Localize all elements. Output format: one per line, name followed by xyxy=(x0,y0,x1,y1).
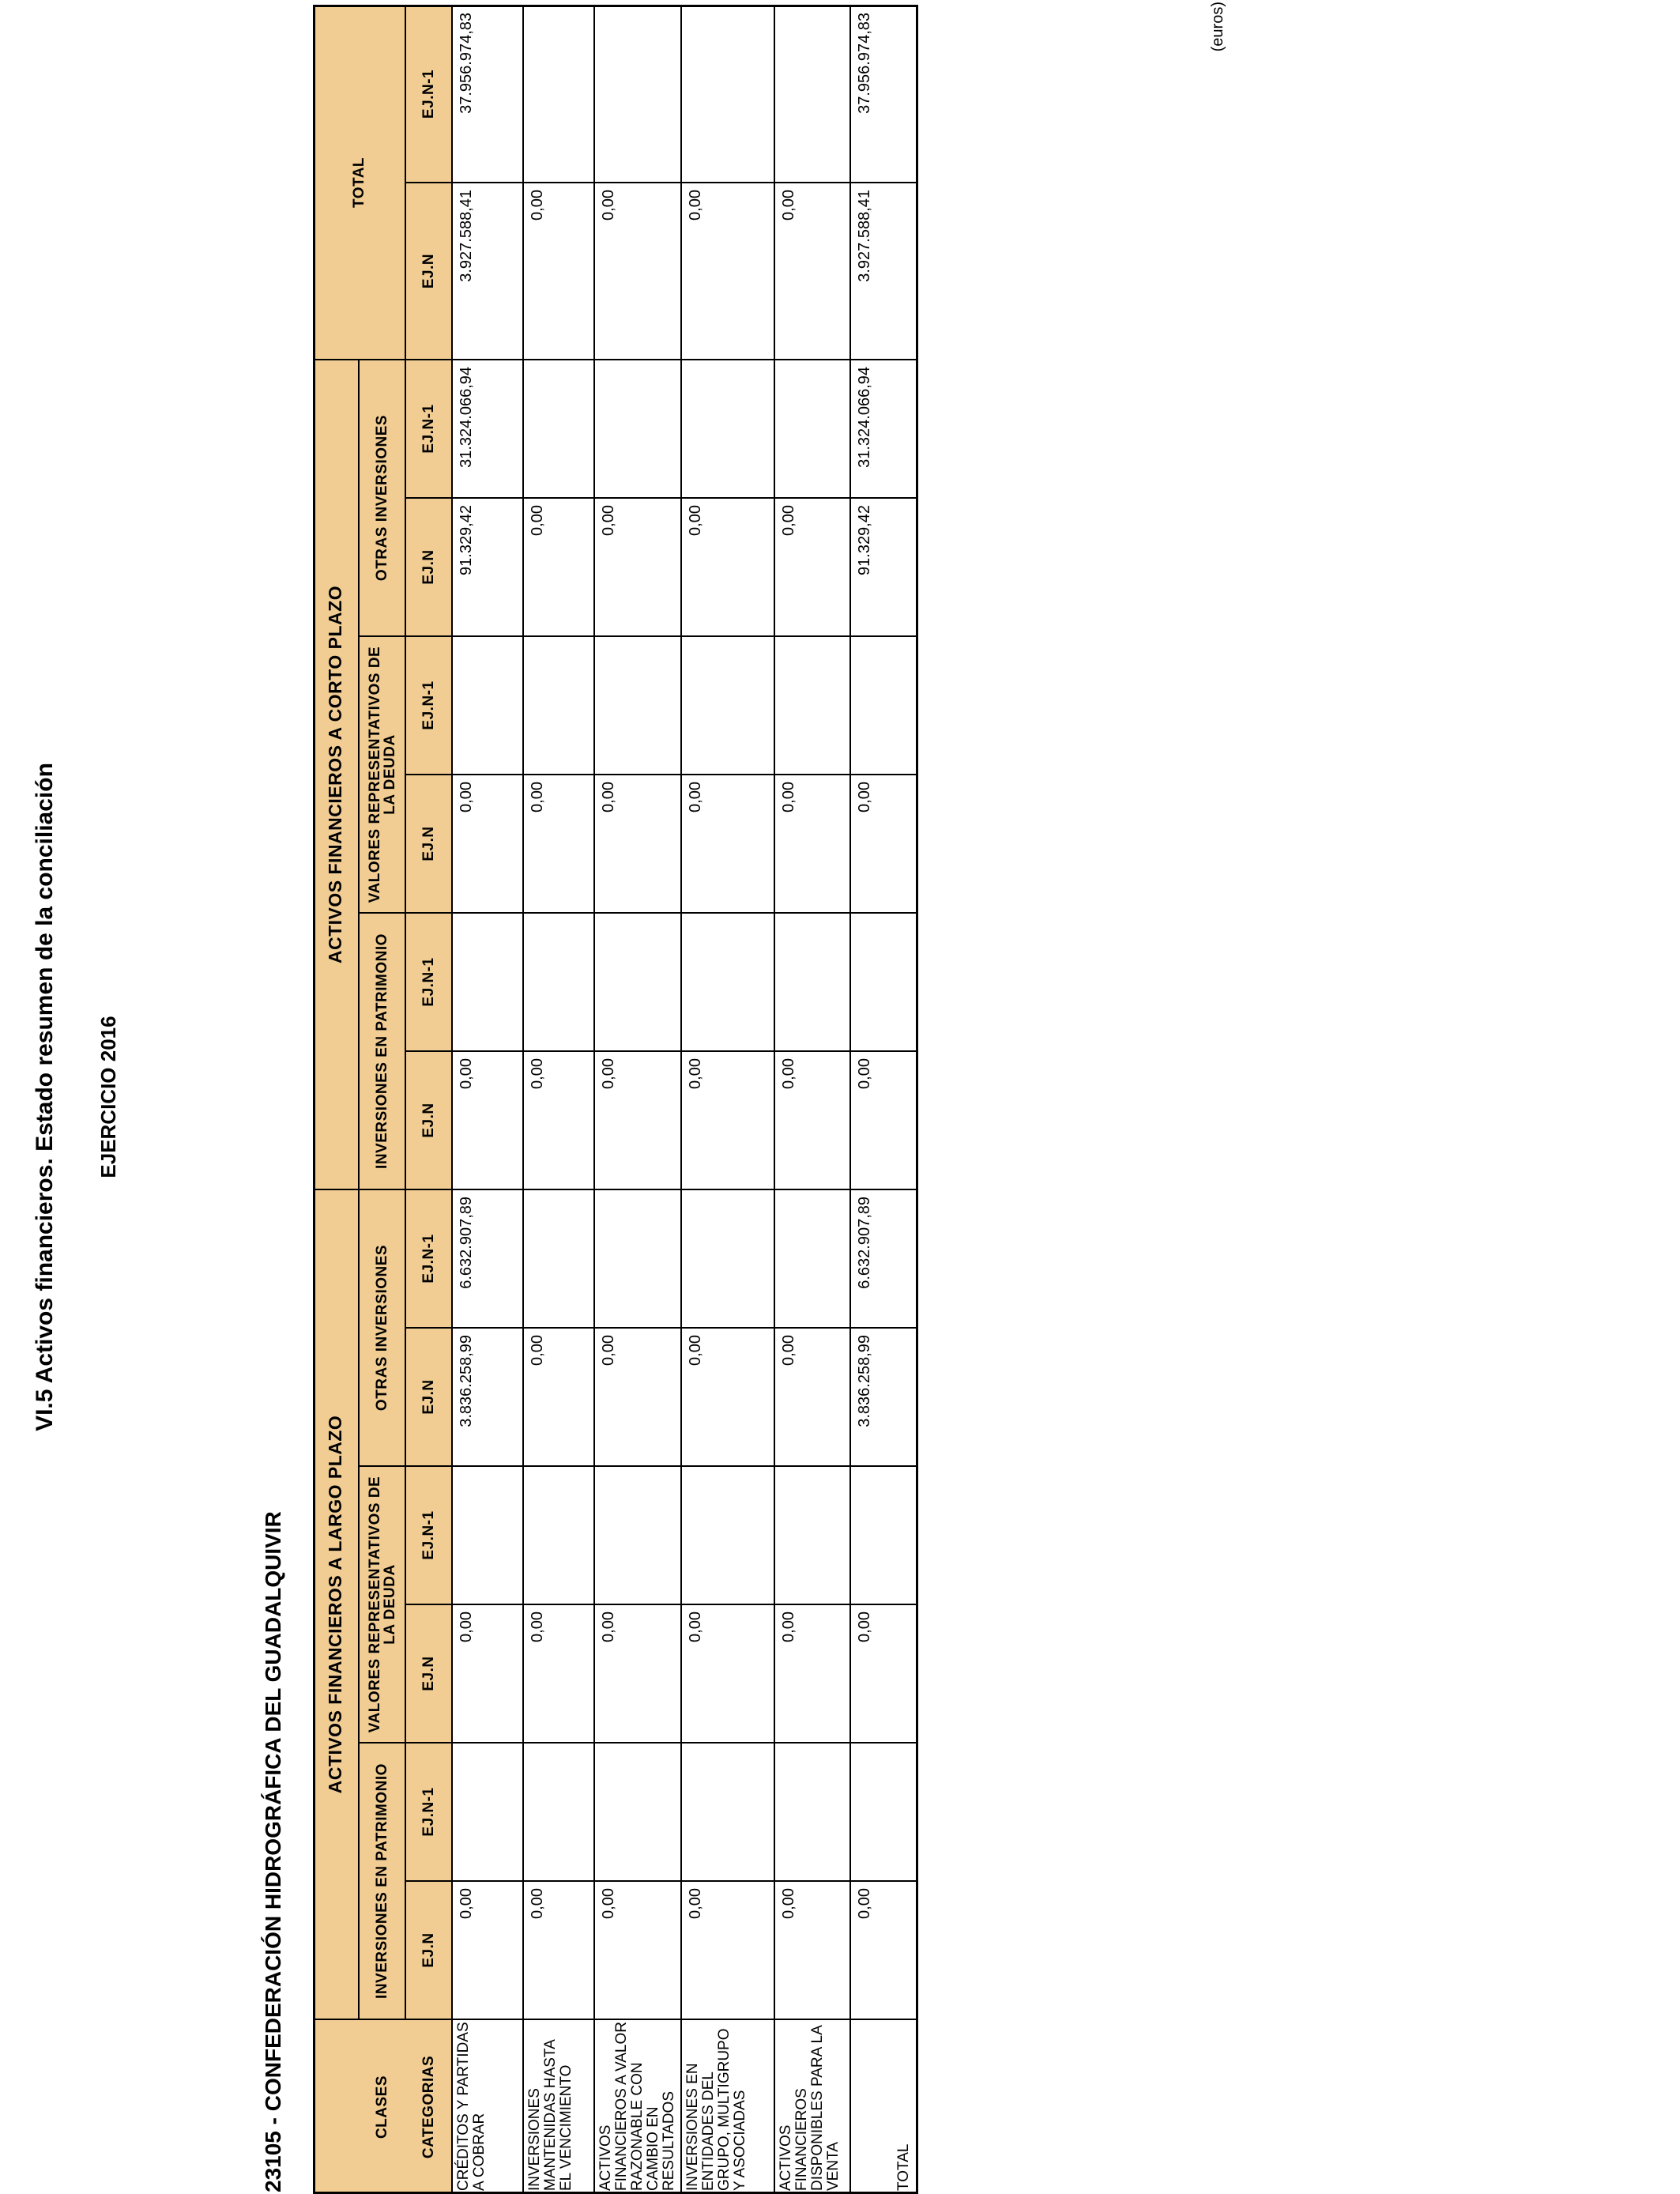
header-lp-inv-patrimonio: INVERSIONES EN PATRIMONIO xyxy=(360,1742,406,2019)
col-ejn1: EJ.N-1 xyxy=(406,5,453,182)
table-cell xyxy=(453,635,524,774)
table-cell: 0,00 xyxy=(524,182,595,359)
table-cell: 3.927.588,41 xyxy=(851,182,918,359)
table-cell: 0,00 xyxy=(775,497,851,635)
table-cell xyxy=(682,359,775,497)
table-cell xyxy=(595,5,682,182)
table-cell: 0,00 xyxy=(682,1050,775,1189)
table-cell: 0,00 xyxy=(682,774,775,912)
header-largo-plazo: ACTIVOS FINANCIEROS A LARGO PLAZO xyxy=(313,1189,360,2019)
table-cell: 0,00 xyxy=(595,774,682,912)
header-total: TOTAL xyxy=(313,5,406,359)
table-cell xyxy=(595,635,682,774)
table-cell: 0,00 xyxy=(524,1327,595,1465)
table-cell: 0,00 xyxy=(682,182,775,359)
row-categoria-label: INVERSIONES EN ENTIDADES DEL GRUPO, MULTIGRUPO Y ASOCIADAS xyxy=(682,2019,775,2194)
header-cp-valores-deuda: VALORES REPRESENTATIVOS DE LA DEUDA xyxy=(360,635,406,912)
reconciliation-table xyxy=(313,5,918,2194)
table-cell: 0,00 xyxy=(682,1604,775,1742)
table-cell: 3.836.258,99 xyxy=(453,1327,524,1465)
table-cell xyxy=(775,1742,851,1880)
table-cell xyxy=(775,5,851,182)
table-cell: 37.956.974,83 xyxy=(453,5,524,182)
col-ejn: EJ.N xyxy=(406,774,453,912)
table-cell: 0,00 xyxy=(524,774,595,912)
col-ejn1: EJ.N-1 xyxy=(406,635,453,774)
row-categoria-label: CRÉDITOS Y PARTIDAS A COBRAR xyxy=(453,2019,524,2194)
table-cell: 6.632.907,89 xyxy=(453,1189,524,1327)
table-cell: 0,00 xyxy=(595,182,682,359)
col-ejn: EJ.N xyxy=(406,1604,453,1742)
table-cell xyxy=(775,1189,851,1327)
table-cell: 91.329,42 xyxy=(851,497,918,635)
col-ejn1: EJ.N-1 xyxy=(406,359,453,497)
header-clases: CLASES xyxy=(313,2019,453,2194)
table-cell xyxy=(524,912,595,1050)
col-ejn1: EJ.N-1 xyxy=(406,1742,453,1880)
header-lp-otras-inversiones: OTRAS INVERSIONES xyxy=(360,1189,406,1465)
table-cell: 31.324.066,94 xyxy=(851,359,918,497)
col-ejn1: EJ.N-1 xyxy=(406,1465,453,1604)
table-cell xyxy=(595,359,682,497)
table-cell xyxy=(851,912,918,1050)
row-categoria-label: ACTIVOS FINANCIEROS DISPONIBLES PARA LA VENTA xyxy=(775,2019,851,2194)
table-cell: 0,00 xyxy=(682,1327,775,1465)
table-cell: 6.632.907,89 xyxy=(851,1189,918,1327)
table-cell xyxy=(595,1465,682,1604)
table-cell xyxy=(524,1189,595,1327)
table-cell: 0,00 xyxy=(595,1880,682,2019)
table-cell xyxy=(595,912,682,1050)
col-ejn: EJ.N xyxy=(406,1050,453,1189)
table-cell: 0,00 xyxy=(595,1327,682,1465)
table-cell xyxy=(851,635,918,774)
table-cell xyxy=(453,1742,524,1880)
col-ejn: EJ.N xyxy=(406,1327,453,1465)
header-categorias: CATEGORIAS xyxy=(406,2019,453,2194)
table-cell: 0,00 xyxy=(595,497,682,635)
table-cell xyxy=(775,912,851,1050)
header-cp-inv-patrimonio: INVERSIONES EN PATRIMONIO xyxy=(360,912,406,1189)
table-cell: 91.329,42 xyxy=(453,497,524,635)
table-cell: 0,00 xyxy=(524,1050,595,1189)
row-categoria-label: ACTIVOS FINANCIEROS A VALOR RAZONABLE CON CAMBIO EN RESULTADOS xyxy=(595,2019,682,2194)
table-cell xyxy=(524,5,595,182)
table-cell xyxy=(524,1465,595,1604)
table-cell xyxy=(775,635,851,774)
table-cell: 0,00 xyxy=(682,1880,775,2019)
row-categoria-label: INVERSIONES MANTENIDAS HASTA EL VENCIMIENTO xyxy=(524,2019,595,2194)
col-ejn: EJ.N xyxy=(406,182,453,359)
table-cell: 0,00 xyxy=(775,1880,851,2019)
table-cell: 0,00 xyxy=(453,1604,524,1742)
header-cp-otras-inversiones: OTRAS INVERSIONES xyxy=(360,359,406,635)
table-cell xyxy=(595,1742,682,1880)
table-cell: 3.927.588,41 xyxy=(453,182,524,359)
table-cell: 0,00 xyxy=(524,1604,595,1742)
table-cell: 0,00 xyxy=(851,1880,918,2019)
header-lp-valores-deuda: VALORES REPRESENTATIVOS DE LA DEUDA xyxy=(360,1465,406,1742)
entity-name: 23105 - CONFEDERACIÓN HIDROGRÁFICA DEL GUADALQUIVIR xyxy=(261,1511,285,2192)
table-cell xyxy=(775,1465,851,1604)
table-cell xyxy=(682,1465,775,1604)
row-total-label: TOTAL xyxy=(851,2019,918,2194)
table-cell xyxy=(453,1465,524,1604)
table-cell xyxy=(524,635,595,774)
table-cell: 0,00 xyxy=(524,497,595,635)
table-cell xyxy=(595,1189,682,1327)
table-cell: 0,00 xyxy=(775,1050,851,1189)
currency-unit: (euros) xyxy=(1209,2,1226,52)
table-cell: 0,00 xyxy=(524,1880,595,2019)
page-title: VI.5 Activos financieros. Estado resumen de la conciliación xyxy=(32,763,58,1431)
table-cell: 0,00 xyxy=(775,1327,851,1465)
table-cell xyxy=(524,359,595,497)
table-cell: 3.836.258,99 xyxy=(851,1327,918,1465)
col-ejn: EJ.N xyxy=(406,497,453,635)
table-cell xyxy=(682,635,775,774)
table-cell: 0,00 xyxy=(682,497,775,635)
col-ejn: EJ.N xyxy=(406,1880,453,2019)
table-cell xyxy=(682,912,775,1050)
table-cell: 0,00 xyxy=(775,182,851,359)
col-ejn1: EJ.N-1 xyxy=(406,1189,453,1327)
table-cell xyxy=(851,1742,918,1880)
table-cell xyxy=(682,5,775,182)
table-cell: 0,00 xyxy=(851,1604,918,1742)
table-cell: 0,00 xyxy=(453,1880,524,2019)
table-cell: 0,00 xyxy=(453,1050,524,1189)
col-ejn1: EJ.N-1 xyxy=(406,912,453,1050)
table-cell: 31.324.066,94 xyxy=(453,359,524,497)
table-cell xyxy=(524,1742,595,1880)
table-cell xyxy=(775,359,851,497)
exercise-year: EJERCICIO 2016 xyxy=(96,1016,120,1178)
table-cell: 0,00 xyxy=(775,774,851,912)
table-cell: 0,00 xyxy=(851,1050,918,1189)
table-cell: 0,00 xyxy=(453,774,524,912)
table-cell: 0,00 xyxy=(775,1604,851,1742)
table-cell xyxy=(682,1742,775,1880)
table-cell xyxy=(453,912,524,1050)
table-cell: 0,00 xyxy=(851,774,918,912)
table-cell: 0,00 xyxy=(595,1050,682,1189)
header-corto-plazo: ACTIVOS FINANCIEROS A CORTO PLAZO xyxy=(313,359,360,1189)
table-cell: 37.956.974,83 xyxy=(851,5,918,182)
table-cell xyxy=(682,1189,775,1327)
table-cell xyxy=(851,1465,918,1604)
table-cell: 0,00 xyxy=(595,1604,682,1742)
